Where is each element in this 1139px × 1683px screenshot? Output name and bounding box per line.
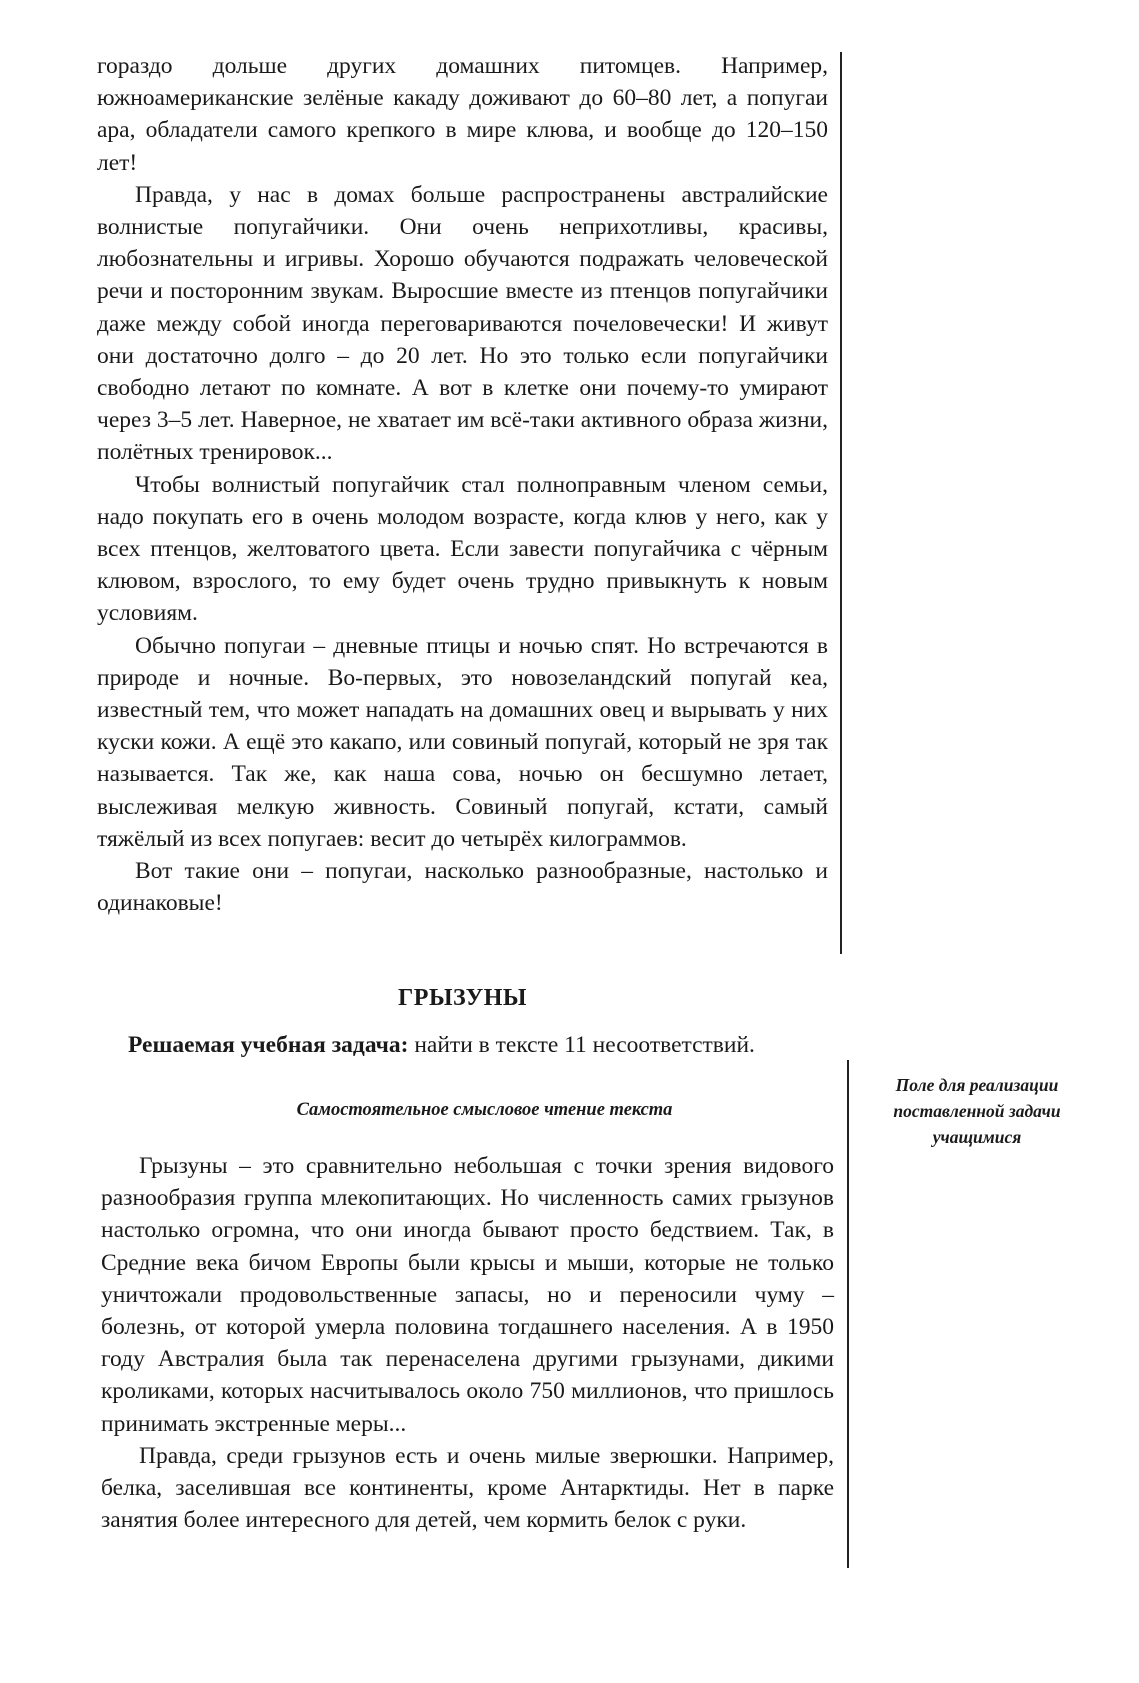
parrots-text-column [97,50,828,919]
side-note: Поле для реализации поставленной задачи учащимися [893,1075,1061,1147]
section-title: ГРЫЗУНЫ [398,985,527,1011]
paragraph: Правда, среди грызунов есть и очень милые зверюшки. Например, белка, заселившая все континенты, кроме Антарктиды. Нет в парке занятия более интересного для детей, чем кормить белок с руки. [101,1442,834,1534]
paragraph: Обычно попугаи – дневные птицы и ночью спят. Но встречаются в природе и ночные. Во-первых, это новозеландский попугай кеа, известный тем, что может нападать на домашних овец и вырывать у них куски кожи. А ещё это какапо, или совиный попугай, который не зря так называется. Так же, как наша сова, ночью он бесшумно летает, выслеживая мелкую живность. Совиный попугай, кстати, самый тяжёлый из всех попугаев: весит до четырёх килограммов. [97,632,828,852]
paragraph: Вот такие они – попугаи, насколько разнообразные, настолько и одинаковые! [97,858,828,917]
margin-divider-line [847,1060,849,1568]
rodents-text-column [101,1150,834,1536]
paragraph: Грызуны – это сравнительно небольшая с точки зрения видового разнообразия группа млекопитающих. Но численность самих грызунов настолько огромна, что они иногда бывают просто бедствием. Так, в Средние века бичом Европы были крысы и мыши, которые не только уничтожали продовольственные запасы, но и переносили чуму – болезнь, от которой умерла половина тогдашнего населения. А в 1950 году Австралия была так перенаселена другими грызунами, дикими кроликами, которых насчитывалось около 750 миллионов, что пришлось принимать экстренные меры... [101,1153,834,1437]
learning-task [128,1030,848,1060]
learning-task-text: найти в тексте 11 несоответствий. [408,1032,755,1058]
learning-task-label: Решаемая учебная задача: [128,1032,409,1058]
paragraph: Чтобы волнистый попугайчик стал полноправным членом семьи, надо покупать его в очень молодом возрасте, когда клюв у него, как у всех птенцов, желтоватого цвета. Если завести попугайчика с чёрным клювом, взрослого, то ему будет очень трудно привыкнуть к новым условиям. [97,471,828,627]
paragraph: гораздо дольше других домашних питомцев. Например, южноамериканские зелёные какаду доживают до 60–80 лет, а попугаи ара, обладатели самого крепкого в мире клюва, и вообще до 120–150 лет! [97,53,828,176]
margin-divider-line [840,52,842,954]
paragraph: Правда, у нас в домах больше распространены австралийские волнистые попугайчики. Они очень неприхотливы, красивы, любознательны и игривы. Хорошо обучаются подражать человеческой речи и посторонним звукам. Выросшие вместе из птенцов попугайчики даже между собой иногда переговариваются почеловечески! И живут они достаточно долго – до 20 лет. Но это только если попугайчики свободно летают по комнате. А вот в клетке они почему-то умирают через 3–5 лет. Наверное, не хватает им всё-таки активного образа жизни, полётных тренировок... [97,181,828,466]
reading-subheading: Самостоятельное смысловое чтение текста [296,1100,673,1120]
